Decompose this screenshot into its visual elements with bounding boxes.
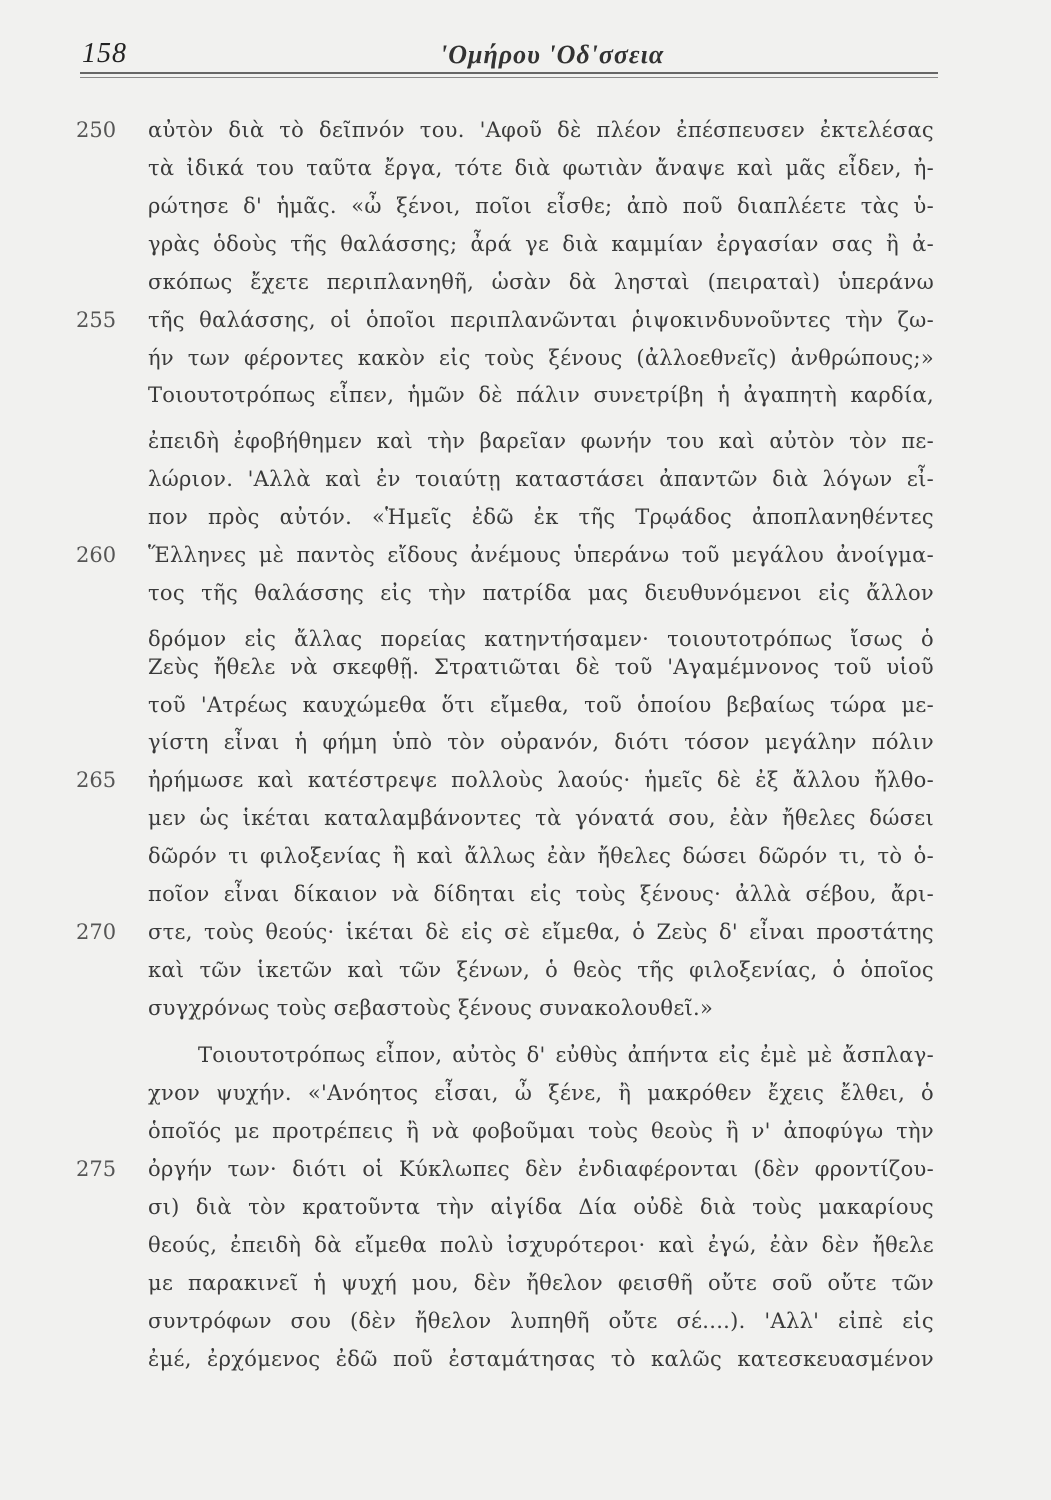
text-line: στε, τοὺς θεούς· ἱκέται δὲ εἰς σὲ εἴμεθα, ὁ Ζεὺς δ' εἶναι προστάτης (148, 920, 934, 944)
text-line: τῆς θαλάσσης, οἱ ὁποῖοι περιπλανῶνται ῥιψοκινδυνοῦντες τὴν ζω- (148, 308, 934, 332)
text-line: συγχρόνως τοὺς σεβαστοὺς ξένους συνακολουθεῖ.» (148, 996, 714, 1020)
text-line: ὀργήν των· διότι οἱ Κύκλωπες δὲν ἐνδιαφέρονται (δὲν φροντίζου- (148, 1157, 934, 1181)
text-line: Ἕλληνες μὲ παντὸς εἴδους ἀνέμους ὑπεράνω τοῦ μεγάλου ἀνοίγμα- (148, 543, 934, 567)
text-line: συντρόφων σου (δὲν ἤθελον λυπηθῆ οὔτε σέ....). 'Αλλ' εἰπὲ εἰς (148, 1309, 934, 1333)
line-number: 255 (76, 308, 117, 332)
text-line: Τοιουτοτρόπως εἶπον, αὐτὸς δ' εὐθὺς ἀπήντα εἰς ἐμὲ μὲ ἄσπλαγ- (198, 1043, 934, 1067)
text-line: ποῖον εἶναι δίκαιον νὰ δίδηται εἰς τοὺς ξένους· ἀλλὰ σέβου, ἄρι- (148, 882, 934, 906)
text-line: χνον ψυχήν. «'Ανόητος εἶσαι, ὦ ξένε, ἢ μακρόθεν ἔχεις ἔλθει, ὁ (148, 1081, 934, 1105)
text-line: ρώτησε δ' ἡμᾶς. «ὦ ξένοι, ποῖοι εἶσθε; ἀπὸ ποῦ διαπλέετε τὰς ὑ- (148, 194, 934, 218)
line-number: 260 (76, 543, 117, 567)
text-line: γρὰς ὁδοὺς τῆς θαλάσσης; ἆρά γε διὰ καμμίαν ἐργασίαν σας ἢ ἀ- (148, 232, 934, 256)
text-line: με παρακινεῖ ἡ ψυχή μου, δὲν ἤθελον φεισθῆ οὔτε σοῦ οὔτε τῶν (148, 1271, 934, 1295)
text-line: σι) διὰ τὸν κρατοῦντα τὴν αἰγίδα Δία οὐδὲ διὰ τοὺς μακαρίους (148, 1195, 934, 1219)
text-line: καὶ τῶν ἱκετῶν καὶ τῶν ξένων, ὁ θεὸς τῆς φιλοξενίας, ὁ ὁποῖος (148, 958, 934, 982)
text-line: Ζεὺς ἤθελε νὰ σκεφθῇ. Στρατιῶται δὲ τοῦ 'Αγαμέμνονος τοῦ υἱοῦ (148, 655, 934, 679)
text-line: ὁποῖός με προτρέπεις ἢ νὰ φοβοῦμαι τοὺς θεοὺς ἢ ν' ἀποφύγω τὴν (148, 1119, 934, 1143)
line-number: 250 (76, 118, 117, 142)
text-line: ἠρήμωσε καὶ κατέστρεψε πολλοὺς λαούς· ἡμεῖς δὲ ἐξ ἄλλου ἤλθο- (148, 768, 934, 792)
text-line: σκόπως ἔχετε περιπλανηθῆ, ὡσὰν δὰ λησταὶ (πειραταὶ) ὑπεράνω (148, 270, 934, 294)
text-line: θεούς, ἐπειδὴ δὰ εἴμεθα πολὺ ἰσχυρότεροι· καὶ ἐγώ, ἐὰν δὲν ἤθελε (148, 1233, 934, 1257)
text-line: αὐτὸν διὰ τὸ δεῖπνόν του. 'Αφοῦ δὲ πλέον ἐπέσπευσεν ἐκτελέσας (148, 118, 934, 142)
line-number: 265 (76, 768, 117, 792)
text-line: τος τῆς θαλάσσης εἰς τὴν πατρίδα μας διευθυνόμενοι εἰς ἄλλον (148, 581, 934, 605)
text-line: τὰ ἰδικά του ταῦτα ἔργα, τότε διὰ φωτιὰν ἄναψε καὶ μᾶς εἶδεν, ἠ- (148, 156, 934, 180)
text-line: δρόμον εἰς ἄλλας πορείας κατηντήσαμεν· τοιουτοτρόπως ἴσως ὁ (148, 627, 934, 651)
text-line: πον πρὸς αὐτόν. «Ἡμεῖς ἐδῶ ἐκ τῆς Τρῳάδος ἀποπλανηθέντες (148, 505, 934, 529)
text-line: ήν των φέροντες κακὸν εἰς τοὺς ξένους (ἀλλοεθνεῖς) ἀνθρώπους;» (148, 346, 934, 370)
line-number: 275 (76, 1157, 117, 1181)
header-rule (80, 72, 938, 74)
text-line: λώριον. 'Αλλὰ καὶ ἐν τοιαύτῃ καταστάσει ἀπαντῶν διὰ λόγων εἶ- (148, 467, 934, 491)
running-title: 'Ομήρου 'Οδ'σσεια (440, 40, 665, 69)
text-line: δῶρόν τι φιλοξενίας ἢ καὶ ἄλλως ἐὰν ἤθελες δώσει δῶρόν τι, τὸ ὁ- (148, 844, 934, 868)
header-rule-thin (80, 77, 938, 78)
text-line: Τοιουτοτρόπως εἶπεν, ἡμῶν δὲ πάλιν συνετρίβη ἡ ἀγαπητὴ καρδία, (148, 383, 934, 407)
line-number: 270 (76, 920, 117, 944)
text-line: ἐπειδὴ ἐφοβήθημεν καὶ τὴν βαρεῖαν φωνήν του καὶ αὐτὸν τὸν πε- (148, 429, 934, 453)
text-line: τοῦ 'Ατρέως καυχώμεθα ὅτι εἴμεθα, τοῦ ὁποίου βεβαίως τώρα με- (148, 693, 934, 717)
page-number: 158 (82, 38, 127, 69)
text-line: γίστη εἶναι ἡ φήμη ὑπὸ τὸν οὐρανόν, διότι τόσον μεγάλην πόλιν (148, 730, 934, 754)
text-line: μεν ὡς ἱκέται καταλαμβάνοντες τὰ γόνατά σου, ἐὰν ἤθελες δώσει (148, 806, 934, 830)
text-line: ἐμέ, ἐρχόμενος ἐδῶ ποῦ ἐσταμάτησας τὸ καλῶς κατεσκευασμένον (148, 1347, 934, 1371)
